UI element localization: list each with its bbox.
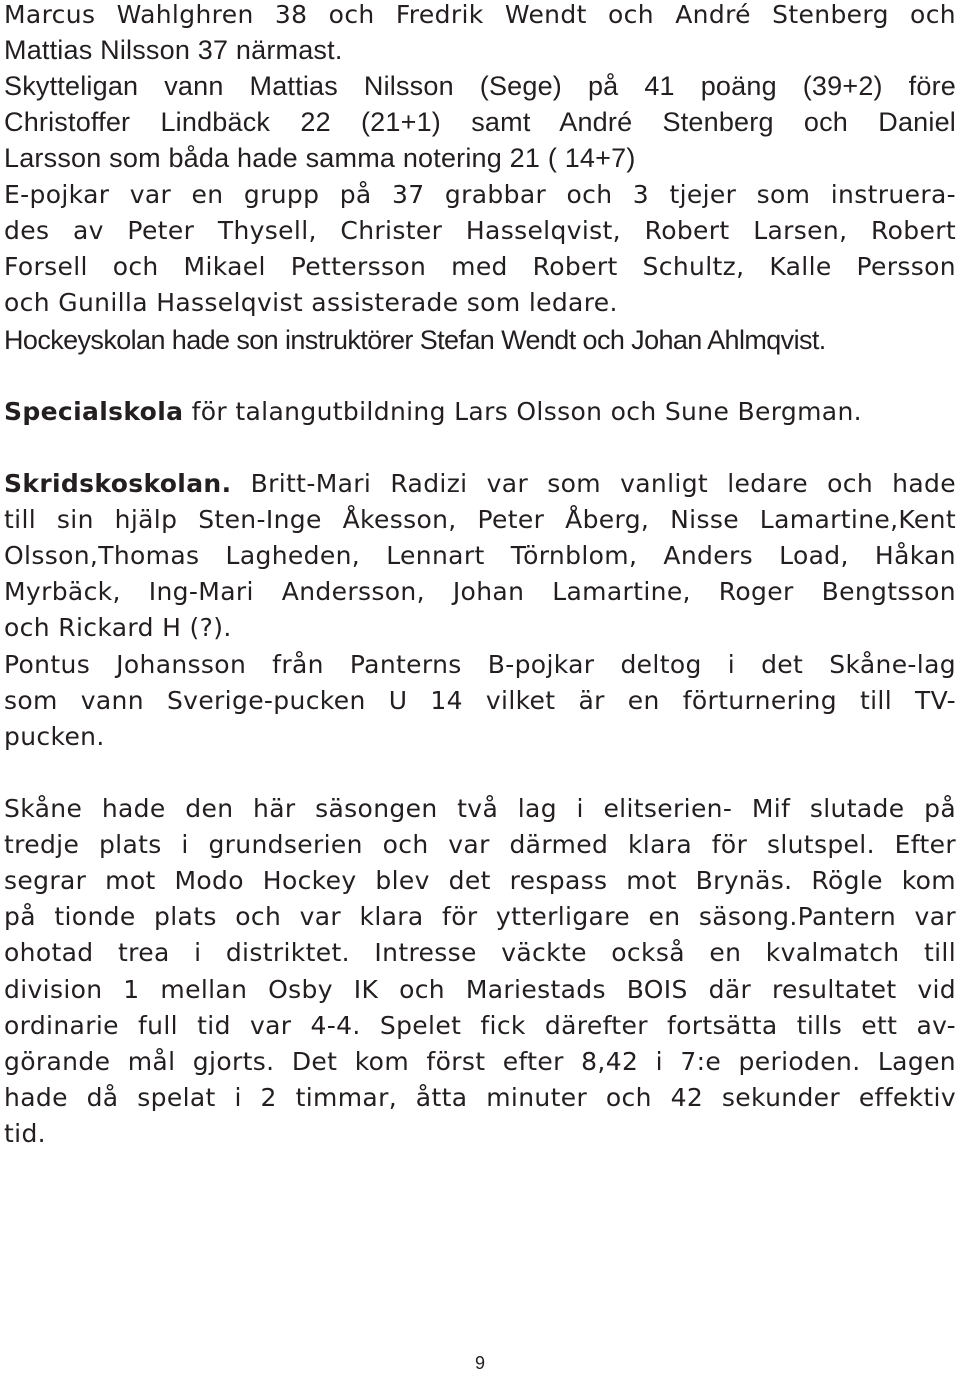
text-run: Britt-Mari Radizi var som vanligt ledare och hade	[231, 469, 956, 498]
text-line: till sin hjälp Sten-Inge Åkesson, Peter Åberg, Nisse Lamartine,Kent	[4, 505, 956, 534]
text-line: Pontus Johansson från Panterns B-pojkar deltog i det Skåne-lag	[4, 650, 956, 679]
text-line: Skåne hade den här säsongen två lag i elitserien- Mif slutade på	[4, 794, 956, 823]
text-line: och Gunilla Hasselqvist assisterade som ledare.	[4, 288, 618, 317]
text-line: på tionde plats och var klara för ytterligare en säsong.Pantern var	[4, 902, 956, 931]
page-number: 9	[474, 1353, 485, 1373]
text-line: tredje plats i grundserien och var därmed klara för slutspel. Efter	[4, 830, 956, 859]
text-line: Myrbäck, Ing-Mari Andersson, Johan Lamartine, Roger Bengtsson	[4, 577, 956, 606]
text-line: görande mål gjorts. Det kom först efter 8,42 i 7:e perioden. Lagen	[4, 1047, 956, 1076]
text-line: E-pojkar var en grupp på 37 grabbar och 3 tjejer som instruera-	[4, 180, 956, 209]
text-line: ordinarie full tid var 4-4. Spelet fick därefter fortsätta tills ett av-	[4, 1011, 956, 1040]
text-line: Hockeyskolan hade son instruktörer Stefan Wendt och Johan Ahlmqvist.	[4, 325, 826, 355]
text-line: des av Peter Thysell, Christer Hasselqvist, Robert Larsen, Robert	[4, 216, 956, 245]
text-line: Larsson som båda hade samma notering 21 ( 14+7)	[4, 143, 636, 173]
text-line	[4, 397, 956, 427]
text-line: division 1 mellan Osby IK och Mariestads BOIS där resultatet vid	[4, 975, 956, 1004]
text-line: Olsson,Thomas Lagheden, Lennart Törnblom, Anders Load, Håkan	[4, 541, 956, 570]
text-line: Skytteligan vann Mattias Nilsson (Sege) på 41 poäng (39+2) före	[4, 71, 956, 101]
text-line: pucken.	[4, 722, 105, 751]
skridskoskolan-heading: Skridskoskolan.	[4, 469, 232, 498]
text-line: som vann Sverige-pucken U 14 vilket är en förturnering till TV-	[4, 686, 956, 715]
text-line: hade då spelat i 2 timmar, åtta minuter och 42 sekunder effektiv	[4, 1083, 956, 1112]
text-line: Christoffer Lindbäck 22 (21+1) samt André Stenberg och Daniel	[4, 107, 956, 137]
text-line: Mattias Nilsson 37 närmast.	[4, 35, 343, 65]
text-line: Marcus Wahlghren 38 och Fredrik Wendt och André Stenberg och	[4, 0, 956, 29]
text-line	[4, 469, 956, 499]
text-line: och Rickard H (?).	[4, 613, 232, 642]
text-run: för talangutbildning Lars Olsson och Sune Bergman.	[183, 397, 862, 426]
text-line: tid.	[4, 1119, 46, 1148]
text-line: ohotad trea i distriktet. Intresse väckte också en kvalmatch till	[4, 938, 956, 967]
text-line: Forsell och Mikael Pettersson med Robert Schultz, Kalle Persson	[4, 252, 956, 281]
text-line: segrar mot Modo Hockey blev det respass mot Brynäs. Rögle kom	[4, 866, 956, 895]
specialskola-heading: Specialskola	[4, 397, 184, 426]
